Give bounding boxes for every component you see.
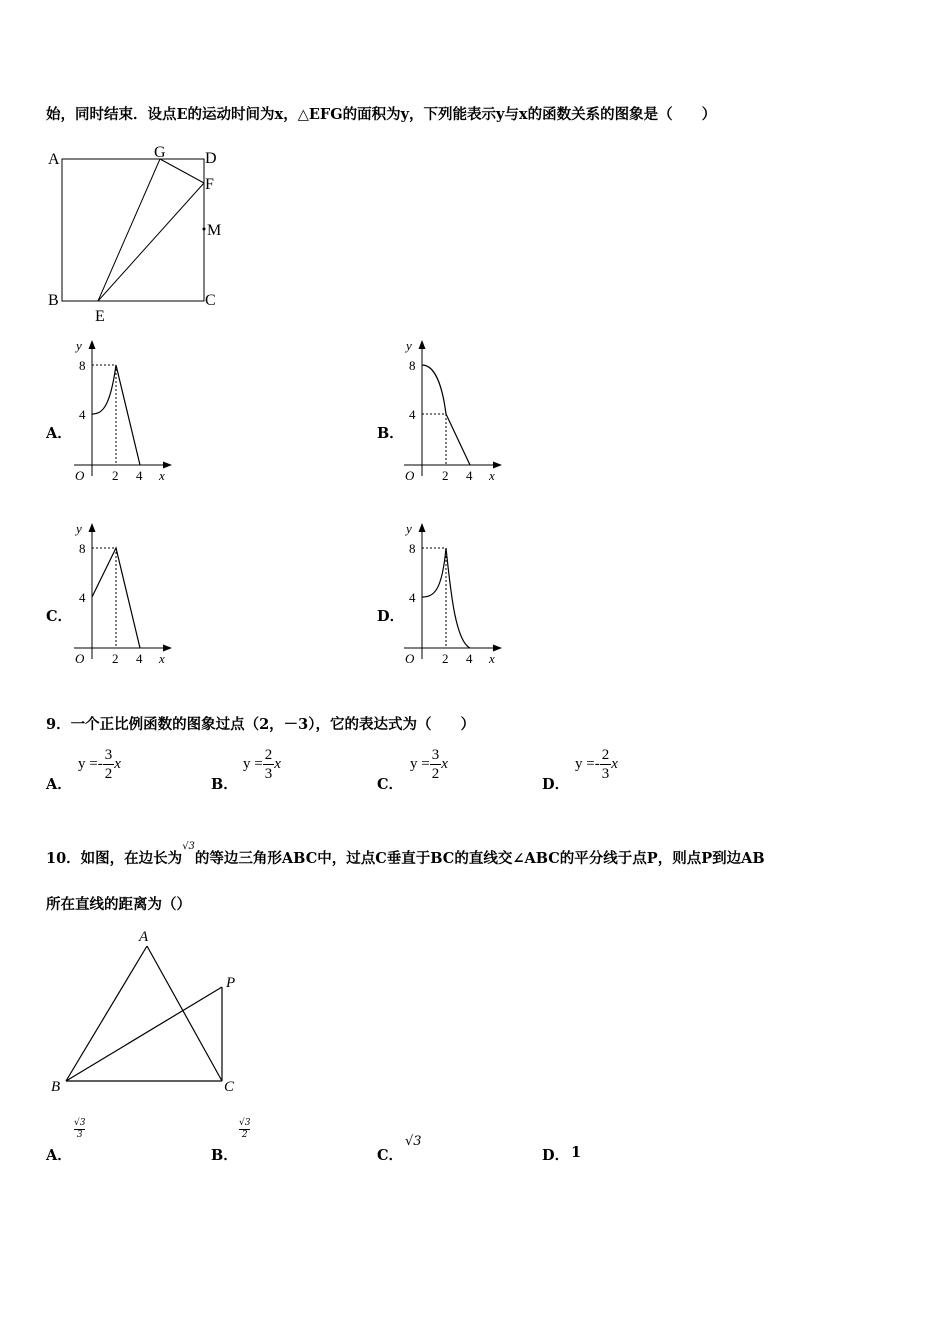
q9-d-var: x (611, 756, 618, 772)
graph-d-tick-8: 8 (409, 541, 416, 556)
graph-d-x-label: x (489, 651, 495, 666)
q10-b-den: 2 (241, 1130, 248, 1140)
graph-c-tick-4: 4 (79, 590, 86, 605)
label-F: F (205, 176, 214, 193)
graph-option-c (72, 521, 176, 673)
graph-c-origin: O (75, 651, 85, 666)
q9-d-prefix: y =- (575, 756, 600, 772)
option-a-letter: A． (46, 425, 72, 442)
tri-label-C: C (224, 1079, 235, 1095)
graph-b-y-label: y (406, 338, 412, 353)
graph-b-x-label: x (489, 468, 495, 483)
question-intro-line: 始，同时结束．设点E的运动时间为x，△EFG的面积为y，下列能表示y与x的函数关系的图象是（ ） (46, 106, 717, 123)
graph-d-y-label: y (406, 521, 412, 536)
q9-b-var: x (274, 756, 281, 772)
q9-b-num: 2 (264, 747, 273, 763)
q10-option-b-value (239, 1118, 250, 1141)
graph-a-x-label: x (159, 468, 165, 483)
graph-c-tick-8: 8 (79, 541, 86, 556)
graph-option-a (72, 338, 176, 490)
graph-a-y-label: y (76, 338, 82, 353)
label-E: E (95, 308, 105, 325)
label-G: G (154, 144, 166, 161)
q10-stem-line1 (46, 841, 765, 868)
graph-c-y-label: y (76, 521, 82, 536)
graph-a-tick-8: 8 (79, 358, 86, 373)
graph-d-tick-4: 4 (409, 590, 416, 605)
triangle-figure (48, 925, 248, 1097)
tri-label-P: P (226, 975, 236, 991)
label-C: C (205, 292, 216, 309)
q9-d-fraction (600, 746, 612, 783)
label-D: D (205, 150, 217, 167)
graph-c-x-label: x (159, 651, 165, 666)
q9-a-num: 3 (104, 747, 113, 763)
q9-d-num: 2 (601, 747, 610, 763)
graph-b-origin: O (405, 468, 415, 483)
q9-option-d-expr (575, 746, 618, 783)
q10-option-c-value: √3 (405, 1134, 422, 1149)
graph-b-tick-4: 4 (409, 407, 416, 422)
q10-stem-start: 10．如图，在边长为 (46, 850, 183, 867)
q10-option-d-value: 1 (571, 1144, 582, 1161)
graph-d-tick-x4: 4 (466, 651, 473, 666)
q9-d-den: 3 (601, 766, 610, 782)
q9-option-c-letter: C． (377, 776, 404, 793)
q10-b-num: √3 (239, 1118, 251, 1128)
q9-c-fraction (430, 746, 442, 783)
q9-option-b-expr (243, 746, 281, 783)
option-b-letter: B． (377, 425, 404, 442)
q9-a-prefix: y =- (78, 756, 103, 772)
graph-b-tick-8: 8 (409, 358, 416, 373)
q9-b-prefix: y = (243, 756, 263, 772)
q10-stem-end: 的等边三角形ABC中，过点C垂直于BC的直线交∠ABC的平分线于点P，则点P到边AB (194, 850, 765, 867)
q10-stem-line2: 所在直线的距离为（） (46, 896, 191, 913)
graph-d-tick-x2: 2 (442, 651, 449, 666)
tri-label-A: A (139, 929, 149, 945)
q10-option-a-value (74, 1118, 85, 1141)
graph-a-tick-x4: 4 (136, 468, 143, 483)
label-B: B (48, 292, 59, 309)
q10-a-den: 3 (76, 1130, 83, 1140)
graph-a-origin: O (75, 468, 85, 483)
q10-a-num: √3 (74, 1118, 86, 1128)
graph-d-origin: O (405, 651, 415, 666)
q9-option-d-letter: D． (542, 776, 570, 793)
q9-c-num: 3 (431, 747, 440, 763)
q10-option-c-letter: C． (377, 1147, 404, 1164)
q9-a-den: 2 (104, 766, 113, 782)
graph-a-tick-4: 4 (79, 407, 86, 422)
graph-c-tick-x2: 2 (112, 651, 119, 666)
q9-stem: 9．一个正比例函数的图象过点（2，－3），它的表达式为（ ） (46, 716, 476, 733)
q9-option-b-letter: B． (211, 776, 238, 793)
graph-c-tick-x4: 4 (136, 651, 143, 666)
q9-b-fraction (263, 746, 275, 783)
q9-c-den: 2 (431, 766, 440, 782)
q9-option-a-letter: A． (46, 776, 72, 793)
q9-b-den: 3 (264, 766, 273, 782)
graph-b-tick-x2: 2 (442, 468, 449, 483)
q9-a-fraction (103, 746, 115, 783)
label-M: M (207, 222, 222, 239)
q9-option-a-expr (78, 746, 121, 783)
q10-option-d-letter: D． (542, 1147, 570, 1164)
graph-a-tick-x2: 2 (112, 468, 119, 483)
label-A: A (48, 151, 60, 168)
q10-side-radical: √3 (182, 841, 195, 852)
graph-option-d (402, 521, 506, 673)
graph-b-tick-x4: 4 (466, 468, 473, 483)
graph-option-b (402, 338, 506, 490)
q9-option-c-expr (410, 746, 448, 783)
tri-label-B: B (51, 1079, 61, 1095)
square-figure (44, 142, 234, 327)
q9-a-var: x (114, 756, 121, 772)
q9-c-var: x (441, 756, 448, 772)
option-d-letter: D． (377, 608, 405, 625)
q10-option-b-letter: B． (211, 1147, 238, 1164)
q9-c-prefix: y = (410, 756, 430, 772)
option-c-letter: C． (46, 608, 73, 625)
q10-option-a-letter: A． (46, 1147, 72, 1164)
